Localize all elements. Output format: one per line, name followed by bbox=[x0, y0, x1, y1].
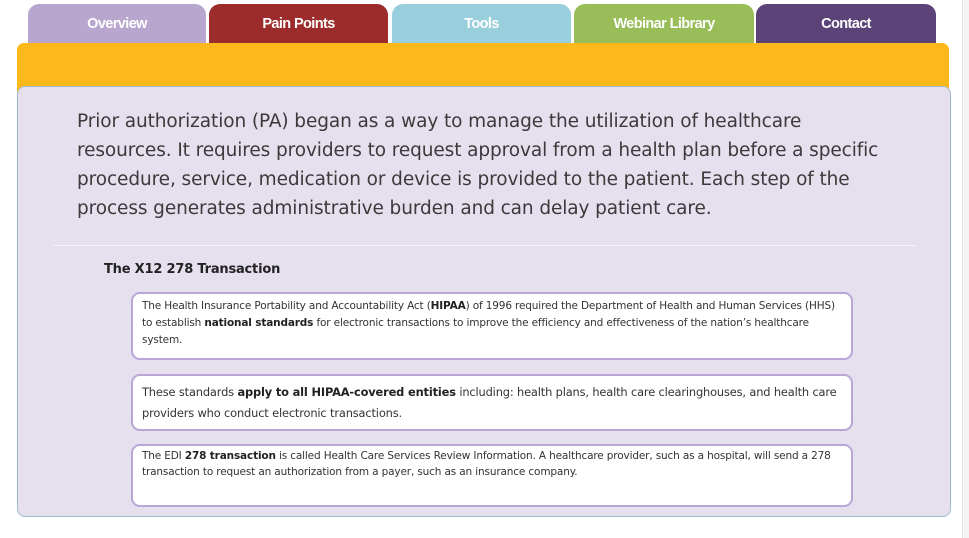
scrollbar-track[interactable] bbox=[962, 0, 969, 538]
tab-pain-points[interactable]: Pain Points bbox=[209, 4, 388, 44]
intro-paragraph: Prior authorization (PA) began as a way to manage the utilization of healthcare resources. It requires providers to request approval from a health plan before a specific procedure, service, medication or device is provided to the patient. Each step of the process generates administrative burden and can delay patient care. bbox=[77, 111, 879, 219]
info-card-hipaa bbox=[131, 292, 853, 360]
info-card-standards bbox=[131, 374, 853, 431]
card-text: is called Health Care Services Review Information. A healthcare provider, such as a hospital, will send a 278 transaction to request an authorization from a payer, such as an insurance company. bbox=[142, 450, 831, 478]
content-panel bbox=[17, 86, 951, 517]
tab-contact[interactable]: Contact bbox=[756, 4, 936, 44]
card-text: for electronic transactions to improve the efficiency and effectiveness of the nation’s healthcare system. bbox=[142, 317, 809, 346]
tab-webinar-library[interactable]: Webinar Library bbox=[574, 4, 754, 44]
section-title: The X12 278 Transaction bbox=[104, 262, 281, 277]
info-card-278 bbox=[131, 444, 853, 507]
tab-overview[interactable]: Overview bbox=[28, 4, 206, 44]
card-text: ) of 1996 required the Department of Health and Human Services (HHS) to establish bbox=[142, 300, 835, 329]
card-bold-text: 278 transaction bbox=[184, 450, 276, 462]
divider bbox=[54, 245, 916, 246]
tab-tools[interactable]: Tools bbox=[392, 4, 571, 44]
card-text: The EDI bbox=[142, 450, 185, 462]
card-text: These standards bbox=[142, 385, 238, 399]
card-text: including: health plans, health care clearinghouses, and health care providers who conduct electronic transactions. bbox=[142, 385, 837, 420]
card-bold-text: apply to all HIPAA-covered entities bbox=[237, 385, 456, 399]
card-text: The Health Insurance Portability and Accountability Act ( bbox=[142, 300, 431, 312]
tab-bar bbox=[28, 4, 936, 44]
card-bold-text: national standards bbox=[204, 317, 314, 329]
card-bold-text: HIPAA bbox=[430, 300, 466, 312]
